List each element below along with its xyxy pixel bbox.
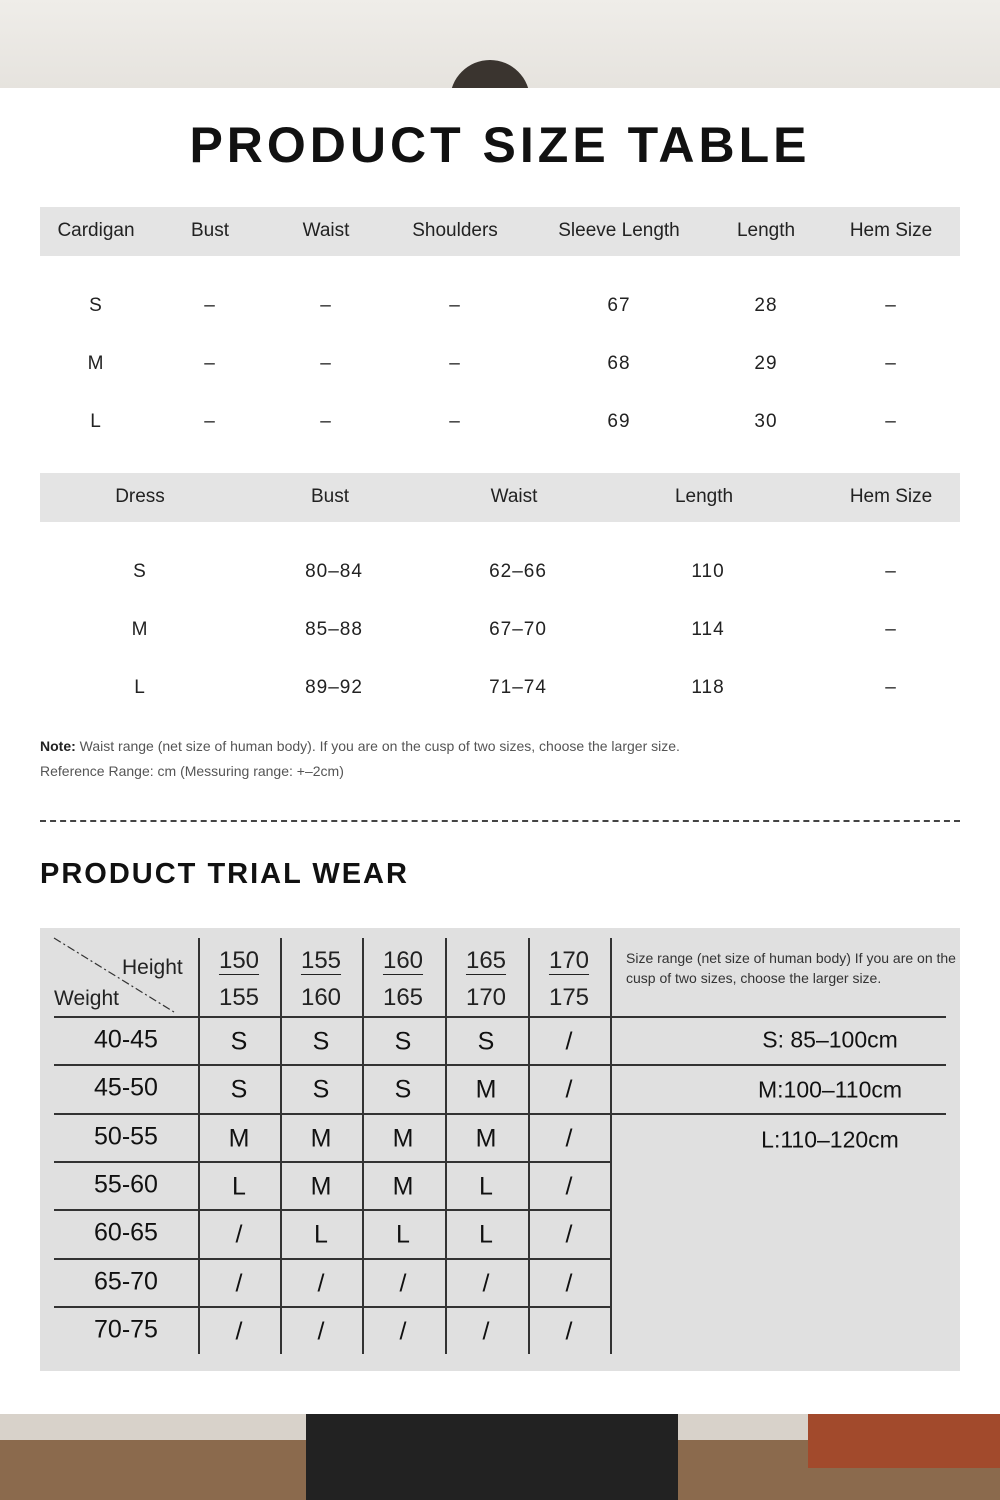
weight-range-cell: 70-75 [94,1315,158,1344]
size-cell: L [479,1172,493,1201]
grid-horizontal-line [54,1209,610,1211]
weight-range-cell: 50-55 [94,1122,158,1151]
height-min: 150 [218,947,260,974]
cardigan-cell: – [885,295,897,316]
size-cell: / [235,1317,243,1346]
size-range-note: Size range (net size of human body) If you are on the cusp of two sizes, choose the larger size. [626,950,956,986]
size-cell: M [475,1124,497,1153]
height-max: 160 [300,984,342,1011]
grid-vertical-line [445,938,447,1354]
cardigan-cell: 29 [754,353,778,374]
grid-vertical-line [362,938,364,1354]
dress-cell: 80–84 [305,561,363,582]
cardigan-header-cell: Shoulders [412,220,498,241]
height-min: 155 [300,947,342,974]
cardigan-header-cell: Length [736,220,796,241]
cardigan-cell: 30 [754,411,778,432]
cardigan-cell: – [320,353,332,374]
dress-cell: 114 [691,619,725,640]
grid-vertical-line [198,938,200,1354]
dress-cell: – [885,619,897,640]
cardigan-cell: – [885,411,897,432]
note-label: Note: [40,738,76,754]
dress-header-cell: Hem Size [849,486,933,507]
size-cell: L [232,1172,246,1201]
size-cell: / [565,1075,573,1104]
weight-range-cell: 40-45 [94,1025,158,1054]
size-cell: S [312,1075,330,1104]
size-cell: / [317,1269,325,1298]
height-range-header [549,942,589,1016]
size-chart-card [0,88,1000,1414]
size-cell: / [565,1220,573,1249]
size-cell: S [230,1027,248,1056]
weight-range-cell: 65-70 [94,1267,158,1296]
grid-horizontal-line [54,1258,610,1260]
height-min: 170 [548,947,590,974]
bust-range-2: M:100–110cm [757,1076,903,1103]
height-max: 165 [382,984,424,1011]
cardigan-cell: – [449,353,461,374]
height-max: 175 [548,984,590,1011]
cardigan-cell: – [449,295,461,316]
grid-horizontal-line [54,1016,946,1018]
note-text: Waist range (net size of human body). If you are on the cusp of two sizes, choose the larger size. [75,738,680,754]
size-cell: L [479,1220,493,1249]
bust-range-1: S: 85–100cm [762,1026,898,1053]
size-cell: S [394,1027,412,1056]
weight-label: Weight [54,987,119,1010]
cardigan-header-cell: Sleeve Length [558,220,680,241]
cardigan-cell: – [320,411,332,432]
size-note [40,738,680,754]
cardigan-cell: – [320,295,332,316]
dress-header-cell: Bust [310,486,350,507]
cardigan-cell: – [204,295,216,316]
dress-header-cell: Waist [490,486,538,507]
grid-vertical-line [528,938,530,1354]
height-range-header [383,942,423,1016]
cardigan-cell: L [90,411,102,432]
grid-horizontal-line [610,1113,946,1115]
size-cell: / [565,1124,573,1153]
size-cell: M [310,1172,332,1201]
size-cell: / [565,1027,573,1056]
size-cell: L [314,1220,328,1249]
dress-header-cell: Length [674,486,734,507]
cardigan-cell: – [885,353,897,374]
size-cell: / [235,1220,243,1249]
size-cell: S [230,1075,248,1104]
size-cell: / [565,1172,573,1201]
page-title: PRODUCT SIZE TABLE [189,117,811,173]
grid-horizontal-line [54,1306,610,1308]
dress-cell: – [885,561,897,582]
cardigan-cell: – [204,353,216,374]
size-cell: / [317,1317,325,1346]
cardigan-cell: – [204,411,216,432]
cardigan-cell: S [89,295,103,316]
grid-horizontal-line [54,1064,946,1066]
dress-cell: 67–70 [489,619,547,640]
dress-cell: L [134,677,146,698]
dress-cell: 89–92 [305,677,363,698]
height-range-header [219,942,259,1016]
trial-title: PRODUCT TRIAL WEAR [40,858,409,890]
size-cell: / [565,1269,573,1298]
size-cell: / [565,1317,573,1346]
dress-cell: 71–74 [489,677,547,698]
height-range-header [466,942,506,1016]
dress-cell: 110 [691,561,725,582]
size-cell: / [399,1269,407,1298]
dress-header-cell: Dress [115,486,165,507]
cardigan-cell: 68 [607,353,631,374]
size-cell: / [482,1317,490,1346]
height-range-header [301,942,341,1016]
background-cabinet [808,1414,1000,1468]
size-cell: M [392,1172,414,1201]
cardigan-cell: 67 [607,295,631,316]
cardigan-header-cell: Waist [302,220,350,241]
size-cell: / [482,1269,490,1298]
size-cell: M [228,1124,250,1153]
grid-vertical-line [280,938,282,1354]
height-label: Height [122,956,183,979]
cardigan-header-cell: Bust [190,220,230,241]
bust-range-3: L:110–120cm [761,1126,899,1153]
size-cell: M [392,1124,414,1153]
cardigan-cell: M [87,353,105,374]
weight-range-cell: 55-60 [94,1170,158,1199]
height-max: 155 [218,984,260,1011]
size-cell: S [477,1027,495,1056]
height-min: 160 [382,947,424,974]
weight-range-cell: 60-65 [94,1218,158,1247]
dress-cell: 85–88 [305,619,363,640]
grid-vertical-line [610,938,612,1354]
dashed-divider [40,820,960,822]
cardigan-header-bar [40,207,960,256]
trial-wear-table [40,928,960,1371]
size-cell: S [394,1075,412,1104]
dress-cell: M [131,619,149,640]
size-cell: M [475,1075,497,1104]
weight-range-cell: 45-50 [94,1073,158,1102]
cardigan-cell: 28 [754,295,778,316]
cardigan-header-cell: Hem Size [849,220,933,241]
dress-cell: 118 [691,677,725,698]
cardigan-cell: 69 [607,411,631,432]
size-cell: / [235,1269,243,1298]
reference-range: Reference Range: cm (Messuring range: +–2cm) [40,763,344,779]
size-cell: L [396,1220,410,1249]
cardigan-header-cell: Cardigan [57,220,135,241]
size-cell: S [312,1027,330,1056]
dress-cell: S [133,561,147,582]
height-min: 165 [465,947,507,974]
size-cell: M [310,1124,332,1153]
cardigan-cell: – [449,411,461,432]
model-skirt-photo [306,1414,678,1500]
height-max: 170 [465,984,507,1011]
dress-cell: 62–66 [489,561,547,582]
size-cell: / [399,1317,407,1346]
dress-cell: – [885,677,897,698]
grid-horizontal-line [54,1161,610,1163]
